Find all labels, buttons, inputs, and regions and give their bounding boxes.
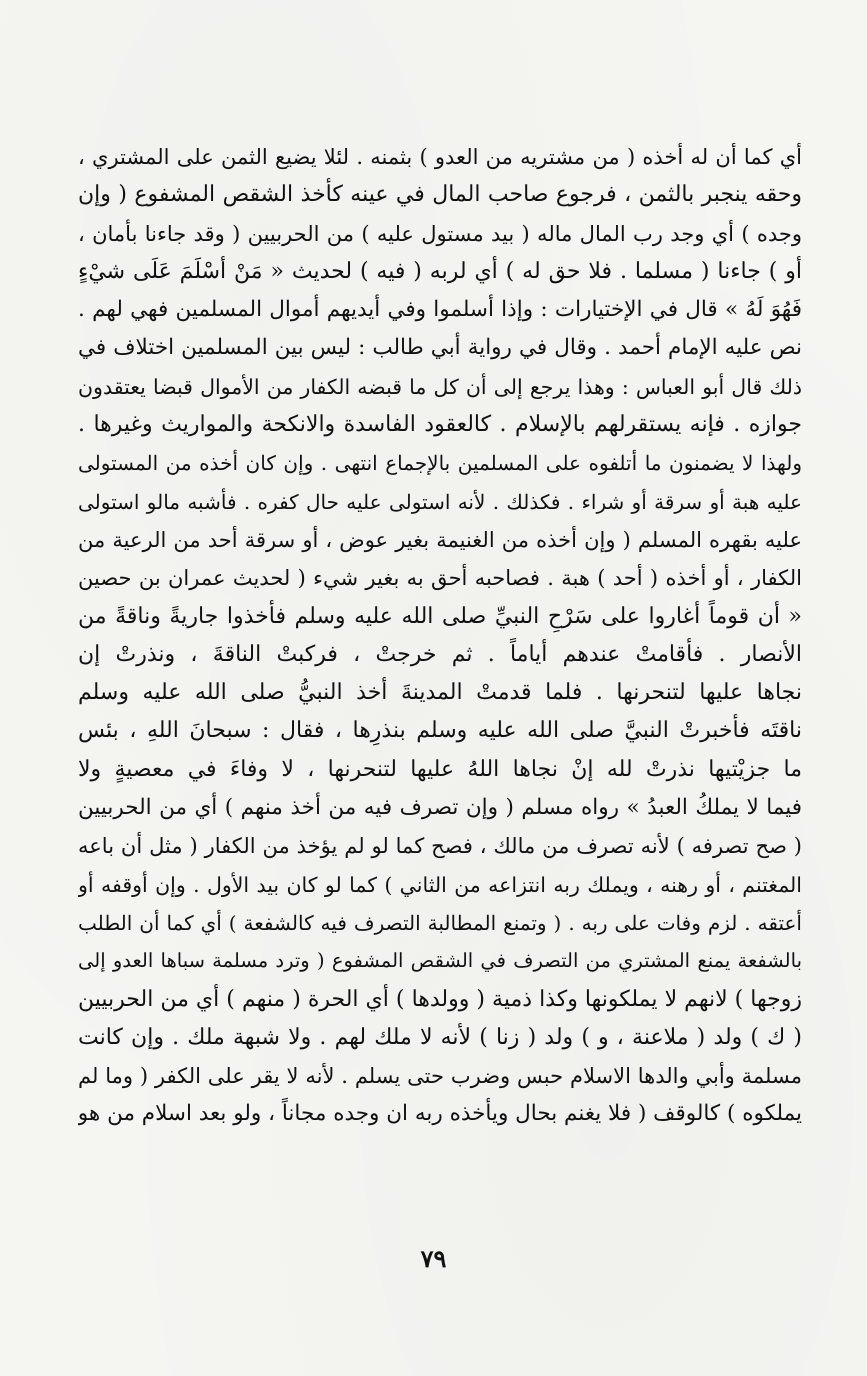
text-line-12: الكفار ، أو أخذه ( أحد ) هبة . فصاحبه أحق به بغير شيء ( لحديث عمران بن حصين: [78, 566, 802, 591]
text-line-9: ولهذا لا يضمنون ما أتلفوه على المسلمين بالإجماع انتهى . وإن كان أخذه من المستولى: [78, 451, 802, 476]
text-line-26: يملكوه ) كالوقف ( فلا يغنم بحال ويأخذه ربه ان وجده مجاناً ، ولو بعد اسلام من هو: [78, 1101, 802, 1127]
text-line-1: أي كما أن له أخذه ( من مشتريه من العدو ) بثمنه . لئلا يضيع الثمن على المشتري ،: [78, 145, 802, 169]
text-line-24: ( ك ) ولد ( ملاعنة ، و ) ولد ( زنا ) لأنه لا ملك لهم . ولا شبهة ملك . وإن كانت: [78, 1024, 802, 1050]
text-line-4: أو ) جاءنا ( مسلما . فلا حق له ) أي لربه ( فيه ) لحديث « مَنْ أسْلَمَ عَلَى شيْءٍ: [78, 258, 802, 284]
text-line-20: المغتنم ، أو رهنه ، ويملك ربه انتزاعه من الثاني ) كما لو كان بيد الأول . وإن أوقفه أو: [78, 872, 802, 897]
text-line-11: عليه بقهره المسلم ( وإن أخذه من الغنيمة بغير عوض ، أو سرقة أحد من الرعية من: [78, 527, 802, 552]
text-line-16: ناقتَه فأخبرتْ النبيَّ صلى الله عليه وسلم بنذرِها ، فقال : سبحانَ اللهِ ، بئس: [78, 718, 802, 744]
text-line-21: أعتقه . لزم وفات على ربه . ( وتمنع المطالبة التصرف فيه كالشفعة ) أي كما أن الطلب: [78, 910, 802, 935]
text-line-25: مسلمة وأبي والدها الاسلام حبس وضرب حتى يسلم . لأنه لا يقر على الكفر ( وما لم: [78, 1064, 802, 1089]
text-line-3: وجده ) أي وجد رب المال ماله ( بيد مستول عليه ) من الحربيين ( وقد جاءنا بأمان ،: [78, 221, 802, 246]
text-line-15: نجاها عليها لتنحرنها . فلما قدمتْ المدينةَ أخذ النبيُّ صلى الله عليه وسلم: [78, 680, 802, 706]
page-body-text: [78, 138, 802, 1134]
text-line-17: ما جزيْتيها نذرتْ لله إنْ نجاها اللهُ عليها لتنحرنها ، لا وفاءَ في معصيةٍ ولا: [78, 756, 802, 782]
text-line-23: زوجها ) لانهم لا يملكونها وكذا ذمية ( وولدها ) أي الحرة ( منهم ) أي من الحربيين: [78, 986, 802, 1012]
text-line-18: فيما لا يملكُ العبدُ » رواه مسلم ( وإن تصرف فيه من أخذ منهم ) أي من الحربيين: [78, 795, 802, 821]
text-line-5: فَهُوَ لَهُ » قال في الإختيارات : وإذا أسلموا وفي أيديهم أموال المسلمين فهي لهم .: [78, 297, 802, 323]
text-line-22: بالشفعة يمنع المشتري من التصرف في الشقص المشفوع ( وترد مسلمة سباها العدو إلى: [78, 949, 802, 973]
text-line-6: نص عليه الإمام أحمد . وقال في رواية أبي طالب : ليس بين المسلمين اختلاف في: [78, 335, 802, 361]
text-line-10: عليه هبة أو سرقة أو شراء . فكذلك . لأنه استولى عليه حال كفره . فأشبه مالو استولى: [78, 489, 802, 514]
text-line-7: ذلك قال أبو العباس : وهذا يرجع إلى أن كل ما قبضه الكفار من الأموال قبضا يعتقدون: [78, 374, 802, 399]
page-number: ٧٩: [420, 1244, 447, 1273]
text-line-13: « أن قوماً أغاروا على سَرْحِ النبيِّ صلى الله عليه وسلم فأخذوا جاريةً وناقةً من: [78, 603, 802, 629]
text-line-19: ( صح تصرفه ) لأنه تصرف من مالك ، فصح كما لو لم يؤخذ من الكفار ( مثل أن باعه: [78, 834, 802, 859]
text-line-2: وحقه ينجبر بالثمن ، فرجوع صاحب المال في عينه كأخذ الشقص المشفوع ( وإن: [78, 182, 802, 208]
text-line-14: الأنصار . فأقامتْ عندهم أياماً . ثم خرجتْ ، فركبتْ الناقةَ ، ونذرتْ إن: [78, 641, 802, 667]
text-line-8: جوازه . فإنه يستقرلهم بالإسلام . كالعقود الفاسدة والانكحة والمواريث وغيرها .: [78, 412, 802, 438]
